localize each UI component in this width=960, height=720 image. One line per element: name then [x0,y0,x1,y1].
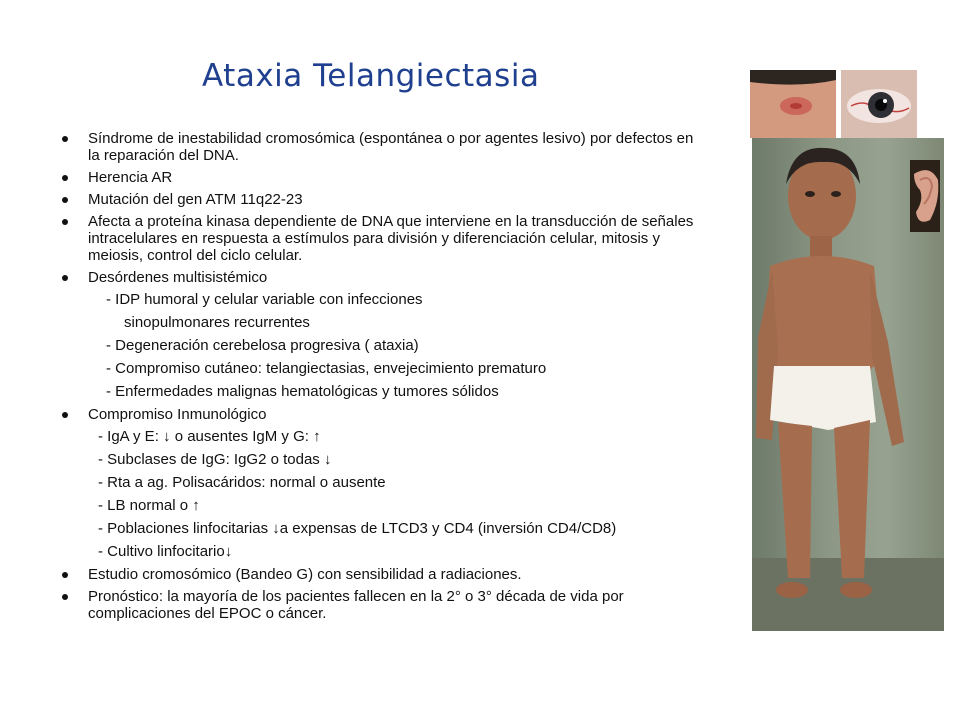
bullet-dot [62,219,68,225]
bullet-dot [62,572,68,578]
bullet-item [62,566,702,583]
multisystem-line: - Degeneración cerebelosa progresiva ( ataxia) [106,337,419,354]
immuno-line: - LB normal o ↑ [98,497,200,514]
immuno-line: - Subclases de IgG: IgG2 o todas ↓ [98,451,332,468]
multisystem-line: - Enfermedades malignas hematológicas y tumores sólidos [106,383,499,400]
bullet-text: Pronóstico: la mayoría de los pacientes fallecen en la 2° o 3° década de vida por complicaciones del EPOC o cáncer. [88,588,624,622]
bullet-dot [62,197,68,203]
bullet-text: Síndrome de inestabilidad cromosómica (espontánea o por agentes lesivo) por defectos en la reparación del DNA. [88,130,694,164]
bullet-item [62,269,702,286]
bullet-item [62,191,702,208]
immuno-line: - Poblaciones linfocitarias ↓a expensas de LTCD3 y CD4 (inversión CD4/CD8) [98,520,617,537]
skin-telangiectasia-photo [750,70,836,138]
bullet-text: Mutación del gen ATM 11q22-23 [88,191,303,208]
multisystem-line: - Compromiso cutáneo: telangiectasias, envejecimiento prematuro [106,360,547,377]
slide-content [62,130,702,627]
bullet-text: Estudio cromosómico (Bandeo G) con sensibilidad a radiaciones. [88,566,522,583]
bullet-text: Herencia AR [88,169,173,186]
ear-telangiectasia-photo [910,160,940,232]
bullet-text: Desórdenes multisistémico [88,269,268,286]
bullet-dot [62,175,68,181]
immuno-line: - Rta a ag. Polisacáridos: normal o ausente [98,474,386,491]
bullet-dot [62,275,68,281]
bullet-text: Compromiso Inmunológico [88,406,267,423]
bullet-text: Afecta a proteína kinasa dependiente de DNA que interviene en la transducción de señales intracelulares en respuesta a estímulos para división y diferenciación celular, mitosis y meiosis, control del ciclo celular. [88,213,694,264]
bullet-item [62,588,702,622]
bullet-dot [62,412,68,418]
bullet-item [62,213,702,264]
bullet-dot [62,594,68,600]
bullet-dot [62,136,68,142]
bullet-item [62,169,702,186]
bullet-item [62,406,702,423]
slide-title: Ataxia Telangiectasia [202,58,540,94]
multisystem-line: sinopulmonares recurrentes [124,314,310,331]
immuno-line: - IgA y E: ↓ o ausentes IgM y G: ↑ [98,428,321,445]
eye-telangiectasia-photo [841,70,917,138]
multisystem-line: - IDP humoral y celular variable con infecciones [106,291,423,308]
immuno-line: - Cultivo linfocitario↓ [98,543,233,560]
bullet-item [62,130,702,164]
